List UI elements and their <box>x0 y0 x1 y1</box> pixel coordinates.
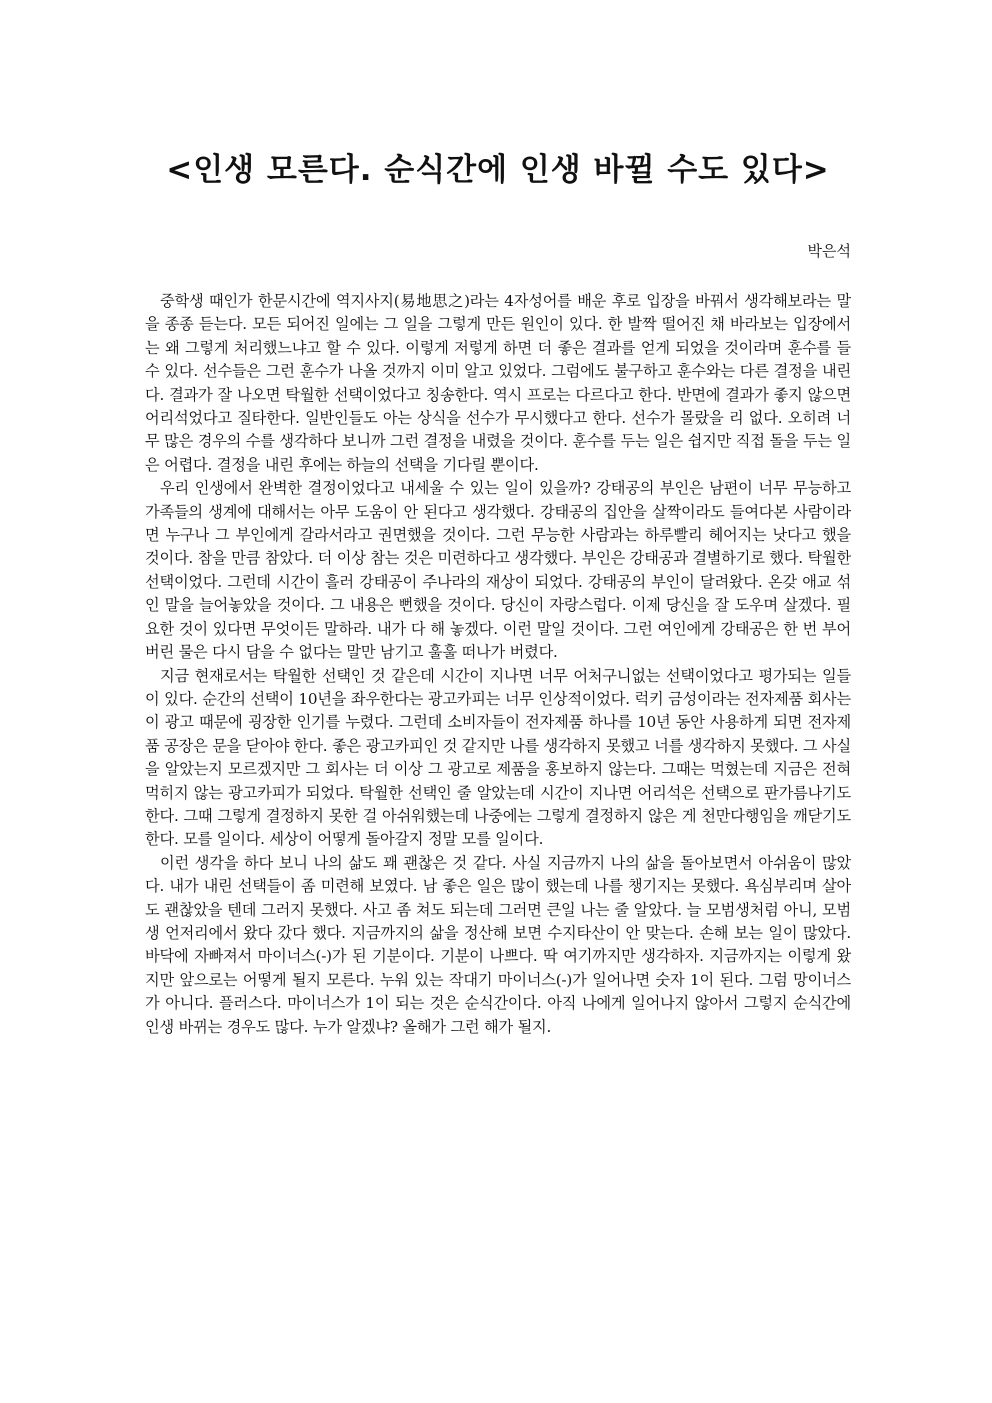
paragraph: 중학생 때인가 한문시간에 역지사지(易地思之)라는 4자성어를 배운 후로 입장을 바꿔서 생각해보라는 말을 종종 듣는다. 모든 되어진 일에는 그 일을 그렇게 만든 원인이 있다. 한 발짝 떨어진 채 바라보는 입장에서는 왜 그렇게 처리했느냐고 할 수 있다. 이렇게 저렇게 하면 더 좋은 결과를 얻게 되었을 것이라며 훈수를 들 수 있다. 선수들은 그런 훈수가 나올 것까지 이미 알고 있었다. 그럼에도 불구하고 훈수와는 다른 결정을 내린다. 결과가 잘 나오면 탁월한 선택이었다고 칭송한다. 역시 프로는 다르다고 한다. 반면에 결과가 좋지 않으면 어리석었다고 질타한다. 일반인들도 아는 상식을 선수가 무시했다고 한다. 선수가 몰랐을 리 없다. 오히려 너무 많은 경우의 수를 생각하다 보니까 그런 결정을 내렸을 것이다. 훈수를 두는 일은 쉽지만 직접 돌을 두는 일은 어렵다. 결정을 내린 후에는 하늘의 선택을 기다릴 뿐이다. <box>145 292 851 474</box>
author-name: 박은석 <box>807 242 851 260</box>
document-title: <인생 모른다. 순식간에 인생 바뀔 수도 있다> <box>166 152 830 188</box>
paragraph: 우리 인생에서 완벽한 결정이었다고 내세울 수 있는 일이 있을까? 강태공의 부인은 남편이 너무 무능하고 가족들의 생계에 대해서는 아무 도움이 안 된다고 생각했다. 강태공의 집안을 살짝이라도 들여다본 사람이라면 누구나 그 부인에게 갈라서라고 권면했을 것이다. 그런 무능한 사람과는 하루빨리 헤어지는 낫다고 했을 것이다. 참을 만큼 참았다. 더 이상 참는 것은 미련하다고 생각했다. 부인은 강태공과 결별하기로 했다. 탁월한 선택이었다. 그런데 시간이 흘러 강태공이 주나라의 재상이 되었다. 강태공의 부인이 달려왔다. 온갖 애교 섞인 말을 늘어놓았을 것이다. 그 내용은 뻔했을 것이다. 당신이 자랑스럽다. 이제 당신을 잘 도우며 살겠다. 필요한 것이 있다면 무엇이든 말하라. 내가 다 해 놓겠다. 이런 말일 것이다. 그런 여인에게 강태공은 한 번 부어버린 물은 다시 담을 수 없다는 말만 남기고 훌훌 떠나가 버렸다. <box>145 479 851 662</box>
paragraph: 지금 현재로서는 탁월한 선택인 것 같은데 시간이 지나면 너무 어처구니없는 선택이었다고 평가되는 일들이 있다. 순간의 선택이 10년을 좌우한다는 광고카피는 너무 인상적이었다. 럭키 금성이라는 전자제품 회사는 이 광고 때문에 굉장한 인기를 누렸다. 그런데 소비자들이 전자제품 하나를 10년 동안 사용하게 되면 전자제품 공장은 문을 닫아야 한다. 좋은 광고카피인 것 같지만 나를 생각하지 못했고 너를 생각하지 못했다. 그 사실을 알았는지 모르겠지만 그 회사는 더 이상 그 광고로 제품을 홍보하지 않는다. 그때는 먹혔는데 지금은 전혀 먹히지 않는 광고카피가 되었다. 탁월한 선택인 줄 알았는데 시간이 지나면 어리석은 선택으로 판가름나기도 한다. 그때 그렇게 결정하지 못한 걸 아쉬워했는데 나중에는 그렇게 결정하지 않은 게 천만다행임을 깨닫기도 한다. 모를 일이다. 세상이 어떻게 돌아갈지 정말 모를 일이다. <box>145 666 851 849</box>
document-body <box>145 290 851 1039</box>
document-page <box>145 150 851 1039</box>
paragraph: 이런 생각을 하다 보니 나의 삶도 꽤 괜찮은 것 같다. 사실 지금까지 나의 삶을 돌아보면서 아쉬움이 많았다. 내가 내린 선택들이 좀 미련해 보였다. 남 좋은 일은 많이 했는데 나를 챙기지는 못했다. 욕심부리며 살아도 괜찮았을 텐데 그러지 못했다. 사고 좀 쳐도 되는데 그러면 큰일 나는 줄 알았다. 늘 모범생처럼 아니, 모범생 언저리에서 왔다 갔다 했다. 지금까지의 삶을 정산해 보면 수지타산이 안 맞는다. 손해 보는 일이 많았다. 바닥에 자빠져서 마이너스(-)가 된 기분이다. 기분이 나쁘다. 딱 여기까지만 생각하자. 지금까지는 이렇게 왔지만 앞으로는 어떻게 될지 모른다. 누워 있는 작대기 마이너스(-)가 일어나면 숫자 1이 된다. 그럼 망이너스가 아니다. 플러스다. 마이너스가 1이 되는 것은 순식간이다. 아직 나에게 일어나지 않아서 그렇지 순식간에 인생 바뀌는 경우도 많다. 누가 알겠냐? 올해가 그런 해가 될지. <box>145 853 851 1036</box>
